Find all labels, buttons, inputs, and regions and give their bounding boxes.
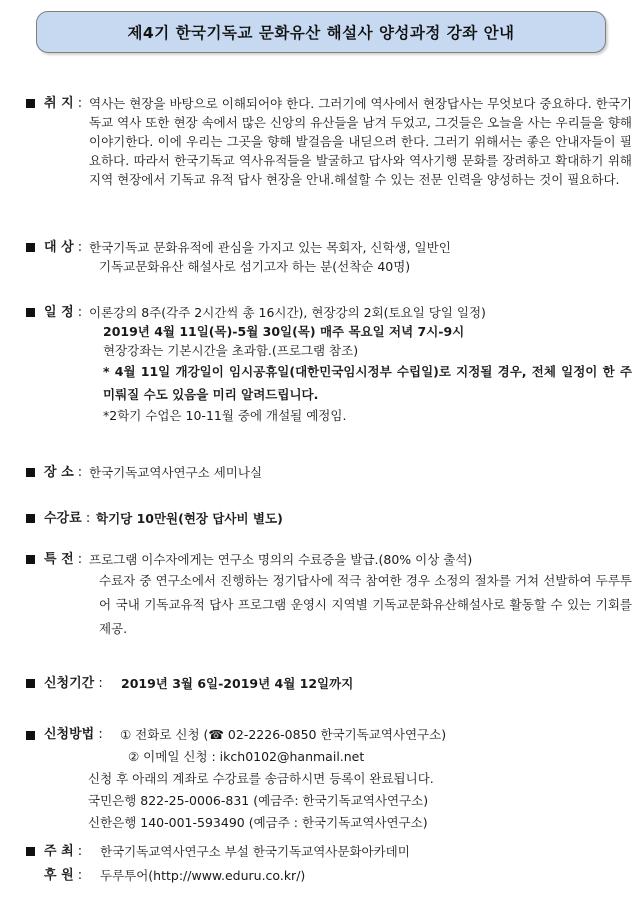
method-phone: ① 전화로 신청 (☎ 02-2226-0850 한국기독교역사연구소) bbox=[120, 727, 447, 742]
benefits-line-1: 프로그램 이수자에게는 연구소 명의의 수료증을 발급.(80% 이상 출석) bbox=[89, 552, 473, 567]
method-email: ② 이메일 신청 : ikch0102@hanmail.net bbox=[128, 749, 365, 764]
purpose-label: 취 지 bbox=[44, 96, 74, 111]
schedule-label: 일 정 bbox=[44, 305, 74, 320]
target-line-1: 한국기독교 문화유적에 관심을 가지고 있는 목회자, 신학생, 일반인 bbox=[89, 240, 451, 255]
fee-label: 수강료 bbox=[44, 511, 82, 526]
bullet-square-icon bbox=[26, 731, 35, 740]
place-label: 장 소 bbox=[44, 465, 74, 480]
bullet-square-icon bbox=[26, 847, 35, 856]
method-label: 신청방법 bbox=[44, 727, 95, 742]
bullet-square-icon bbox=[26, 308, 35, 317]
section-place: 장 소 : 한국기독교역사연구소 세미나실 bbox=[26, 463, 632, 482]
period-text: 2019년 3월 6일-2019년 4월 12일까지 bbox=[121, 676, 354, 691]
section-target: 대 상 : 한국기독교 문화유적에 관심을 가지고 있는 목회자, 신학생, 일반인 기독교문화유산 해설사로 섬기고자 하는 분(선착순 40명) bbox=[26, 238, 632, 276]
bullet-square-icon bbox=[26, 468, 35, 477]
section-purpose: 취 지 : 역사는 현장을 바탕으로 이해되어야 한다. 그러기에 역사에서 현장답사는 무엇보다 중요하다. 한국기독교 역사 또한 현장 속에서 많은 신앙의 유산들을 남겨 두었고, 그것들은 오늘을 사는 우리들을 향해 이야기한다. 이에 우리는 그곳을 향해 발걸음을 내딛으려 한다. 그러기 위해서는 좋은 안내자들이 필요하다. 따라서 한국기독교 역사유적들을 발굴하고 답사와 역사기행 문화를 장려하고 확대하기 위해 지역 현장에서 기독교 유적 답사 현장을 안내.해설할 수 있는 전문 인력을 양성하는 것이 필요하다. bbox=[26, 94, 632, 189]
method-bank-1: 국민은행 822-25-0006-831 (예금주: 한국기독교역사연구소) bbox=[88, 793, 429, 808]
section-host: 주 최 : 한국기독교역사연구소 부설 한국기독교역사문화아카데미 bbox=[26, 842, 632, 861]
page-title: 제4기 한국기독교 문화유산 해설사 양성과정 강좌 안내 bbox=[127, 24, 515, 42]
benefits-label: 특 전 bbox=[44, 552, 74, 567]
section-sponsor: 후 원 : 두루투어(http://www.eduru.co.kr/) bbox=[26, 866, 632, 885]
section-fee: 수강료 : 학기당 10만원(현장 답사비 별도) bbox=[26, 509, 632, 528]
schedule-line-1: 이론강의 8주(각주 2시간씩 총 16시간), 현장강의 2회(토요일 당일 일정) bbox=[89, 305, 486, 320]
schedule-notice: * 4월 11일 개강일이 임시공휴일(대한민국임시정부 수립일)로 지정될 경우, 전체 일정이 한 주 미뤄질 수도 있음을 미리 알려드립니다. bbox=[103, 364, 632, 402]
fee-text: 학기당 10만원(현장 답사비 별도) bbox=[96, 511, 283, 526]
method-bank-2: 신한은행 140-001-593490 (예금주 : 한국기독교역사연구소) bbox=[88, 815, 428, 830]
method-line-3: 신청 후 아래의 계좌로 수강료를 송금하시면 등록이 완료됩니다. bbox=[88, 771, 434, 786]
section-period: 신청기간 : 2019년 3월 6일-2019년 4월 12일까지 bbox=[26, 674, 632, 693]
bullet-square-icon bbox=[26, 679, 35, 688]
target-line-2: 기독교문화유산 해설사로 섬기고자 하는 분(선착순 40명) bbox=[99, 259, 411, 274]
bullet-square-icon bbox=[26, 555, 35, 564]
schedule-dates: 2019년 4월 11일(목)-5월 30일(목) 매주 목요일 저녁 7시-9시 bbox=[103, 324, 465, 339]
bullet-square-icon bbox=[26, 243, 35, 252]
schedule-note-2: *2학기 수업은 10-11월 중에 개설될 예정임. bbox=[103, 408, 347, 423]
host-text: 한국기독교역사연구소 부설 한국기독교역사문화아카데미 bbox=[100, 844, 410, 859]
purpose-text: 역사는 현장을 바탕으로 이해되어야 한다. 그러기에 역사에서 현장답사는 무엇보다 중요하다. 한국기독교 역사 또한 현장 속에서 많은 신앙의 유산들을 남겨 두었고, 그것들은 오늘을 사는 우리들을 향해 이야기한다. 이에 우리는 그곳을 향해 발걸음을 내딛으려 한다. 그러기 위해서는 좋은 안내자들이 필요하다. 따라서 한국기독교 역사유적들을 발굴하고 답사와 역사기행 문화를 장려하고 확대하기 위해 지역 현장에서 기독교 유적 답사 현장을 안내.해설할 수 있는 전문 인력을 양성하는 것이 필요하다. bbox=[89, 96, 632, 187]
title-banner bbox=[36, 11, 606, 53]
section-schedule: 일 정 : 이론강의 8주(각주 2시간씩 총 16시간), 현장강의 2회(토요일 당일 일정) 2019년 4월 11일(목)-5월 30일(목) 매주 목요일 저녁 7시-9시 현장강좌는 기본시간을 초과함.(프로그램 참조) * 4월 11일 개강일이 임시공휴일(대한민국임시정부 수립일)로 지정될 경우, 전체 일정이 한 주 미뤄질 수도 있음을 미리 알려드립니다. *2학기 수업은 10-11월 중에 개설될 예정임. bbox=[26, 303, 632, 425]
benefits-text-2: 수료자 중 연구소에서 진행하는 정기답사에 적극 참여한 경우 소정의 절차를 거쳐 선발하여 두루투어 국내 기독교유적 답사 프로그램 운영시 지역별 기독교문화유산해설사로 활동할 수 있는 기회를 제공. bbox=[99, 573, 632, 636]
schedule-line-3: 현장강좌는 기본시간을 초과함.(프로그램 참조) bbox=[103, 343, 359, 358]
period-label: 신청기간 bbox=[44, 676, 95, 691]
section-benefits: 특 전 : 프로그램 이수자에게는 연구소 명의의 수료증을 발급.(80% 이상 출석) 수료자 중 연구소에서 진행하는 정기답사에 적극 참여한 경우 소정의 절차를 거쳐 선발하여 두루투어 국내 기독교유적 답사 프로그램 운영시 지역별 기독교문화유산해설사로 활동할 수 있는 기회를 제공. bbox=[26, 550, 632, 641]
bullet-square-icon bbox=[26, 99, 35, 108]
sponsor-label: 후 원 bbox=[44, 868, 74, 883]
bullet-square-icon bbox=[26, 514, 35, 523]
place-text: 한국기독교역사연구소 세미나실 bbox=[89, 465, 263, 480]
section-method: 신청방법 : ① 전화로 신청 (☎ 02-2226-0850 한국기독교역사연구소) ② 이메일 신청 : ikch0102@hanmail.net 신청 후 아래의 계좌로 수강료를 송금하시면 등록이 완료됩니다. 국민은행 822-25-0006-831 (예금주: 한국기독교역사연구소) 신한은행 140-001-593490 (예금주 : 한국기독교역사연구소) bbox=[26, 724, 632, 834]
target-label: 대 상 bbox=[44, 240, 74, 255]
host-label: 주 최 bbox=[44, 844, 74, 859]
sponsor-text: 두루투어(http://www.eduru.co.kr/) bbox=[100, 868, 306, 883]
